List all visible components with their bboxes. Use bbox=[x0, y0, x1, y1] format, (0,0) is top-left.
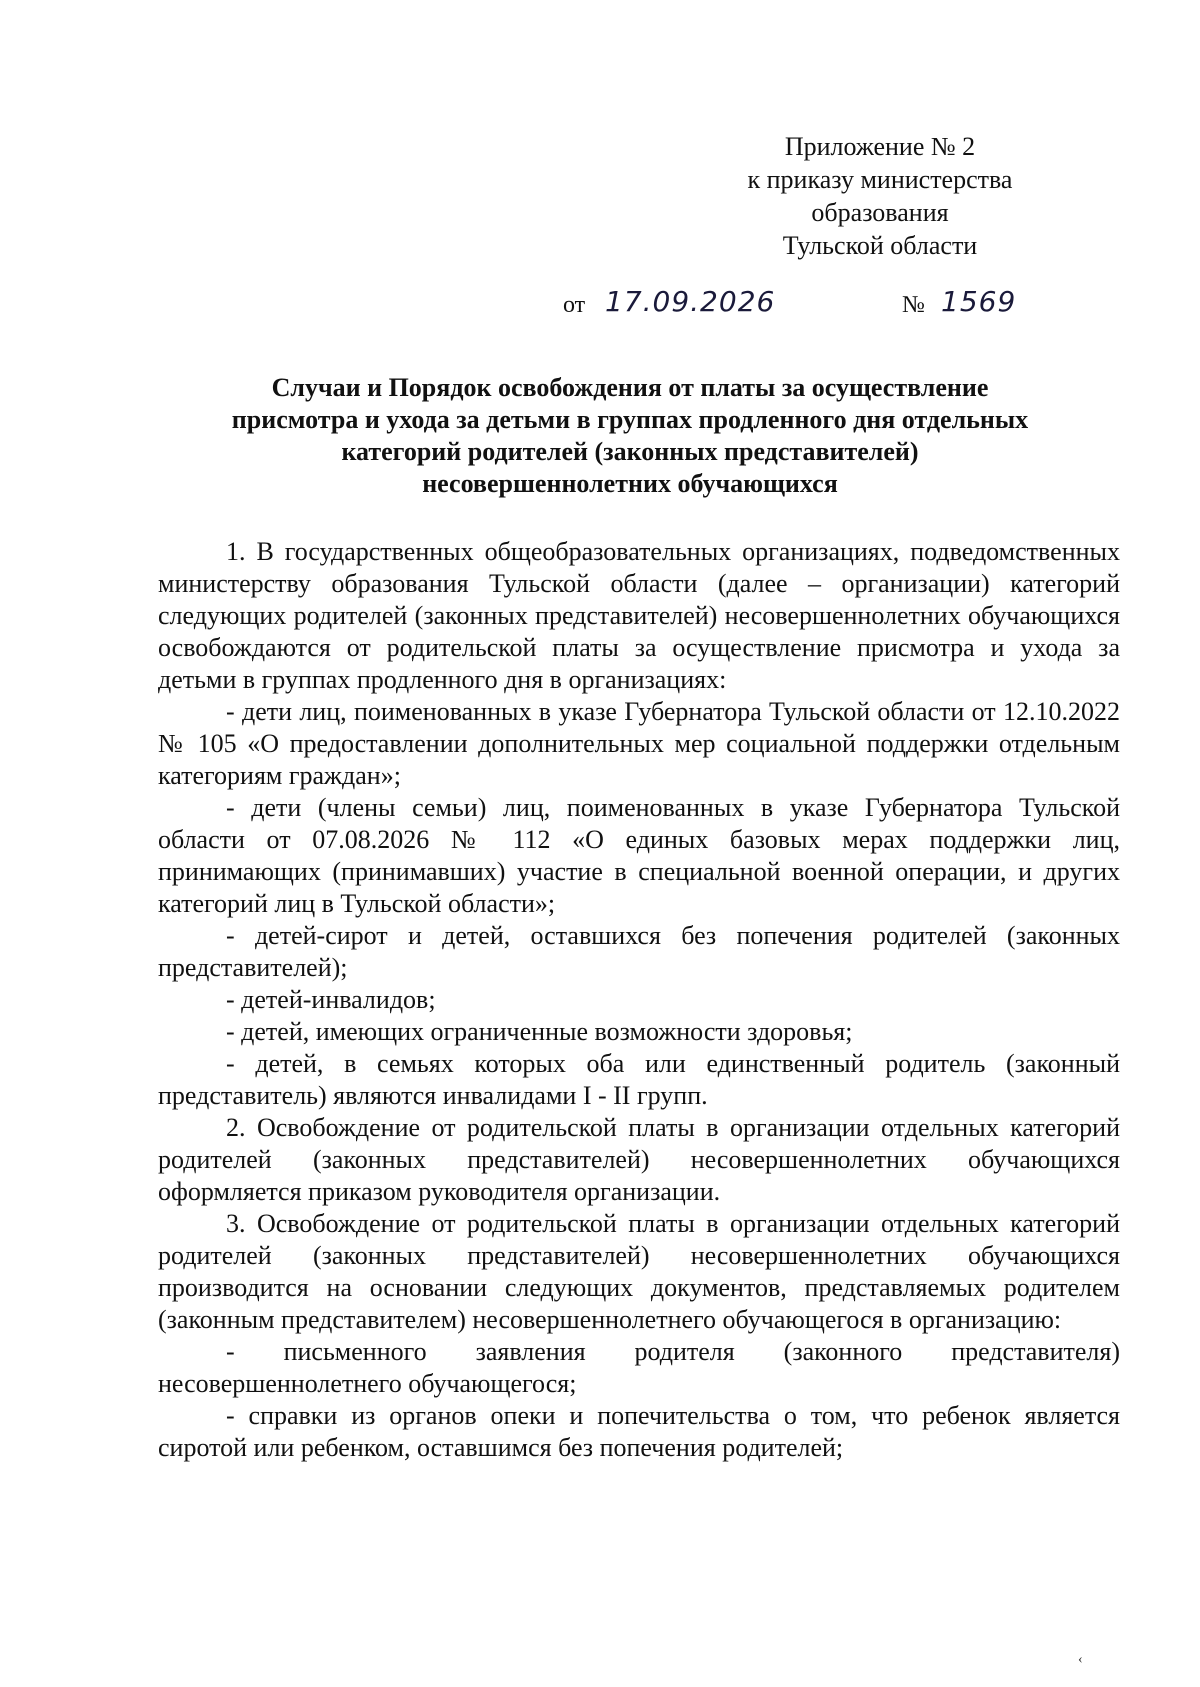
list-item: - дети лиц, поименованных в указе Губернатора Тульской области от 12.10.2022 № 105 «О предоставлении дополнительных мер социальной поддержки отдельным категориям граждан»; bbox=[158, 697, 1120, 790]
appendix-header bbox=[700, 130, 1060, 262]
title-line: несовершеннолетних обучающихся bbox=[422, 469, 838, 498]
page-mark: ‹ bbox=[1078, 1652, 1083, 1667]
title-line: присмотра и ухода за детьми в группах продленного дня отдельных bbox=[231, 405, 1029, 434]
appendix-order-ref: к приказу министерства bbox=[747, 165, 1013, 194]
list-item: - справки из органов опеки и попечительства о том, что ребенок является сиротой или ребенком, оставшимся без попечения родителей; bbox=[158, 1401, 1120, 1462]
list-item: - детей, в семьях которых оба или единственный родитель (законный представитель) являются инвалидами I - II групп. bbox=[158, 1049, 1120, 1110]
appendix-number: Приложение № 2 bbox=[784, 132, 976, 161]
document-body bbox=[158, 536, 1120, 1464]
document-title bbox=[150, 372, 1110, 500]
list-item: - письменного заявления родителя (законного представителя) несовершеннолетнего обучающегося; bbox=[158, 1337, 1120, 1398]
order-date-handwritten: 17.09.2026 bbox=[605, 285, 776, 318]
list-item: - детей-сирот и детей, оставшихся без попечения родителей (законных представителей); bbox=[158, 921, 1120, 982]
appendix-region: Тульской области bbox=[782, 231, 978, 260]
list-item: - дети (члены семьи) лиц, поименованных в указе Губернатора Тульской области от 07.08.2026 № 112 «О единых базовых мерах поддержки лиц, принимающих (принимавших) участие в специальной военной операции, и других категорий лиц в Тульской области»; bbox=[158, 793, 1120, 918]
paragraph-2: 2. Освобождение от родительской платы в организации отдельных категорий родителей (законных представителей) несовершеннолетних обучающихся оформляется приказом руководителя организации. bbox=[158, 1113, 1120, 1206]
order-number-label: № bbox=[902, 292, 925, 318]
order-number-handwritten: 1569 bbox=[941, 285, 1017, 318]
paragraph-3: 3. Освобождение от родительской платы в организации отдельных категорий родителей (законных представителей) несовершеннолетних обучающихся производится на основании следующих документов, представляемых родителем (законным представителем) несовершеннолетнего обучающегося в организацию: bbox=[158, 1209, 1120, 1334]
order-date-label: от bbox=[563, 292, 586, 318]
title-line: Случаи и Порядок освобождения от платы за осуществление bbox=[271, 373, 989, 402]
list-item: - детей-инвалидов; bbox=[226, 985, 436, 1014]
paragraph-1: 1. В государственных общеобразовательных организациях, подведомственных министерству образования Тульской области (далее – организации) категорий следующих родителей (законных представителей) несовершеннолетних обучающихся освобождаются от родительской платы за осуществление присмотра и ухода за детьми в группах продленного дня в организациях: bbox=[158, 537, 1120, 694]
appendix-ministry: образования bbox=[811, 198, 949, 227]
list-item: - детей, имеющих ограниченные возможности здоровья; bbox=[226, 1017, 853, 1046]
title-line: категорий родителей (законных представителей) bbox=[341, 437, 919, 466]
